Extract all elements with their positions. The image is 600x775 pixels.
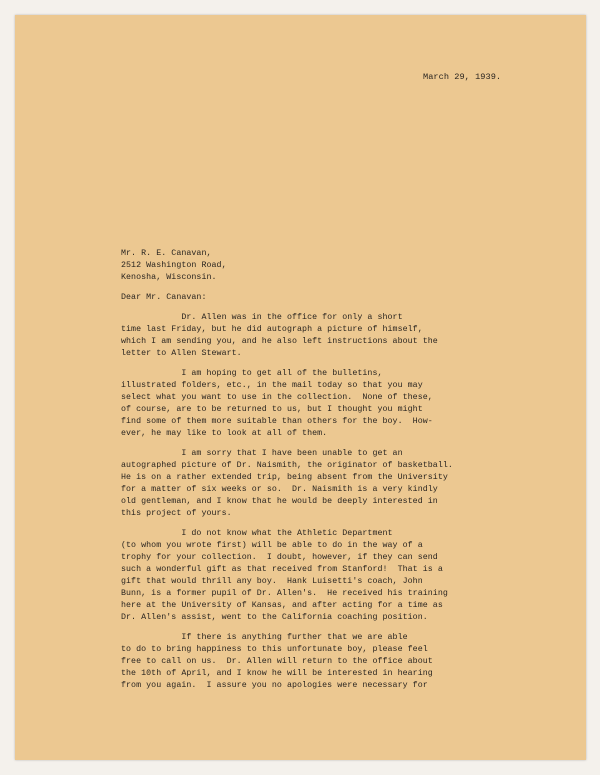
paragraph-4-line: I do not know what the Athletic Department [121,529,393,538]
paragraph-1-line: Dr. Allen was in the office for only a short [121,313,403,322]
paragraph-5-line: free to call on us. Dr. Allen will return to the office about [121,657,433,666]
paragraph-4-line: such a wonderful gift as that received from Stanford! That is a [121,565,443,574]
paragraph-5-line: If there is anything further that we are able [121,633,408,642]
paragraph-3-line: autographed picture of Dr. Naismith, the originator of basketball. [121,461,453,470]
paragraph-1-line: time last Friday, but he did autograph a picture of himself, [121,325,423,334]
paragraph-2-line: of course, are to be returned to us, but I thought you might [121,405,423,414]
paragraph-3-line: I am sorry that I have been unable to get an [121,449,403,458]
paragraph-2-line: ever, he may like to look at all of them. [121,429,328,438]
paragraph-2-line: select what you want to use in the collection. None of these, [121,393,433,402]
paragraph-1-line: which I am sending you, and he also left instructions about the [121,337,438,346]
paragraph-4-line: gift that would thrill any boy. Hank Luisetti's coach, John [121,577,423,586]
paragraph-4-line: trophy for your collection. I doubt, however, if they can send [121,553,438,562]
paragraph-2-line: illustrated folders, etc., in the mail today so that you may [121,381,423,390]
letter-page [15,15,586,760]
paragraph-3-line: He is on a rather extended trip, being absent from the University [121,473,448,482]
paragraph-4-line: Bunn, is a former pupil of Dr. Allen's. He received his training [121,589,448,598]
paragraph-3-line: this project of yours. [121,509,232,518]
paragraph-5-line: from you again. I assure you no apologies were necessary for [121,681,428,690]
paragraph-5-line: to do to bring happiness to this unfortunate boy, please feel [121,645,428,654]
paragraph-2-line: I am hoping to get all of the bulletins, [121,369,383,378]
address-line-street: 2512 Washington Road, [121,261,227,270]
paragraph-4-line: here at the University of Kansas, and after acting for a time as [121,601,443,610]
paragraph-3-line: for a matter of six weeks or so. Dr. Naismith is a very kindly [121,485,438,494]
paragraph-3-line: old gentleman, and I know that he would be deeply interested in [121,497,438,506]
salutation: Dear Mr. Canavan: [121,293,207,302]
paragraph-2-line: find some of them more suitable than others for the boy. How- [121,417,433,426]
address-line-city: Kenosha, Wisconsin. [121,273,217,282]
paragraph-5-line: the 10th of April, and I know he will be interested in hearing [121,669,433,678]
paragraph-4-line: (to whom you wrote first) will be able to do in the way of a [121,541,423,550]
paragraph-1-line: letter to Allen Stewart. [121,349,242,358]
paragraph-4-line: Dr. Allen's assist, went to the California coaching position. [121,613,428,622]
address-line-name: Mr. R. E. Canavan, [121,249,212,258]
letter-date: March 29, 1939. [423,72,502,82]
